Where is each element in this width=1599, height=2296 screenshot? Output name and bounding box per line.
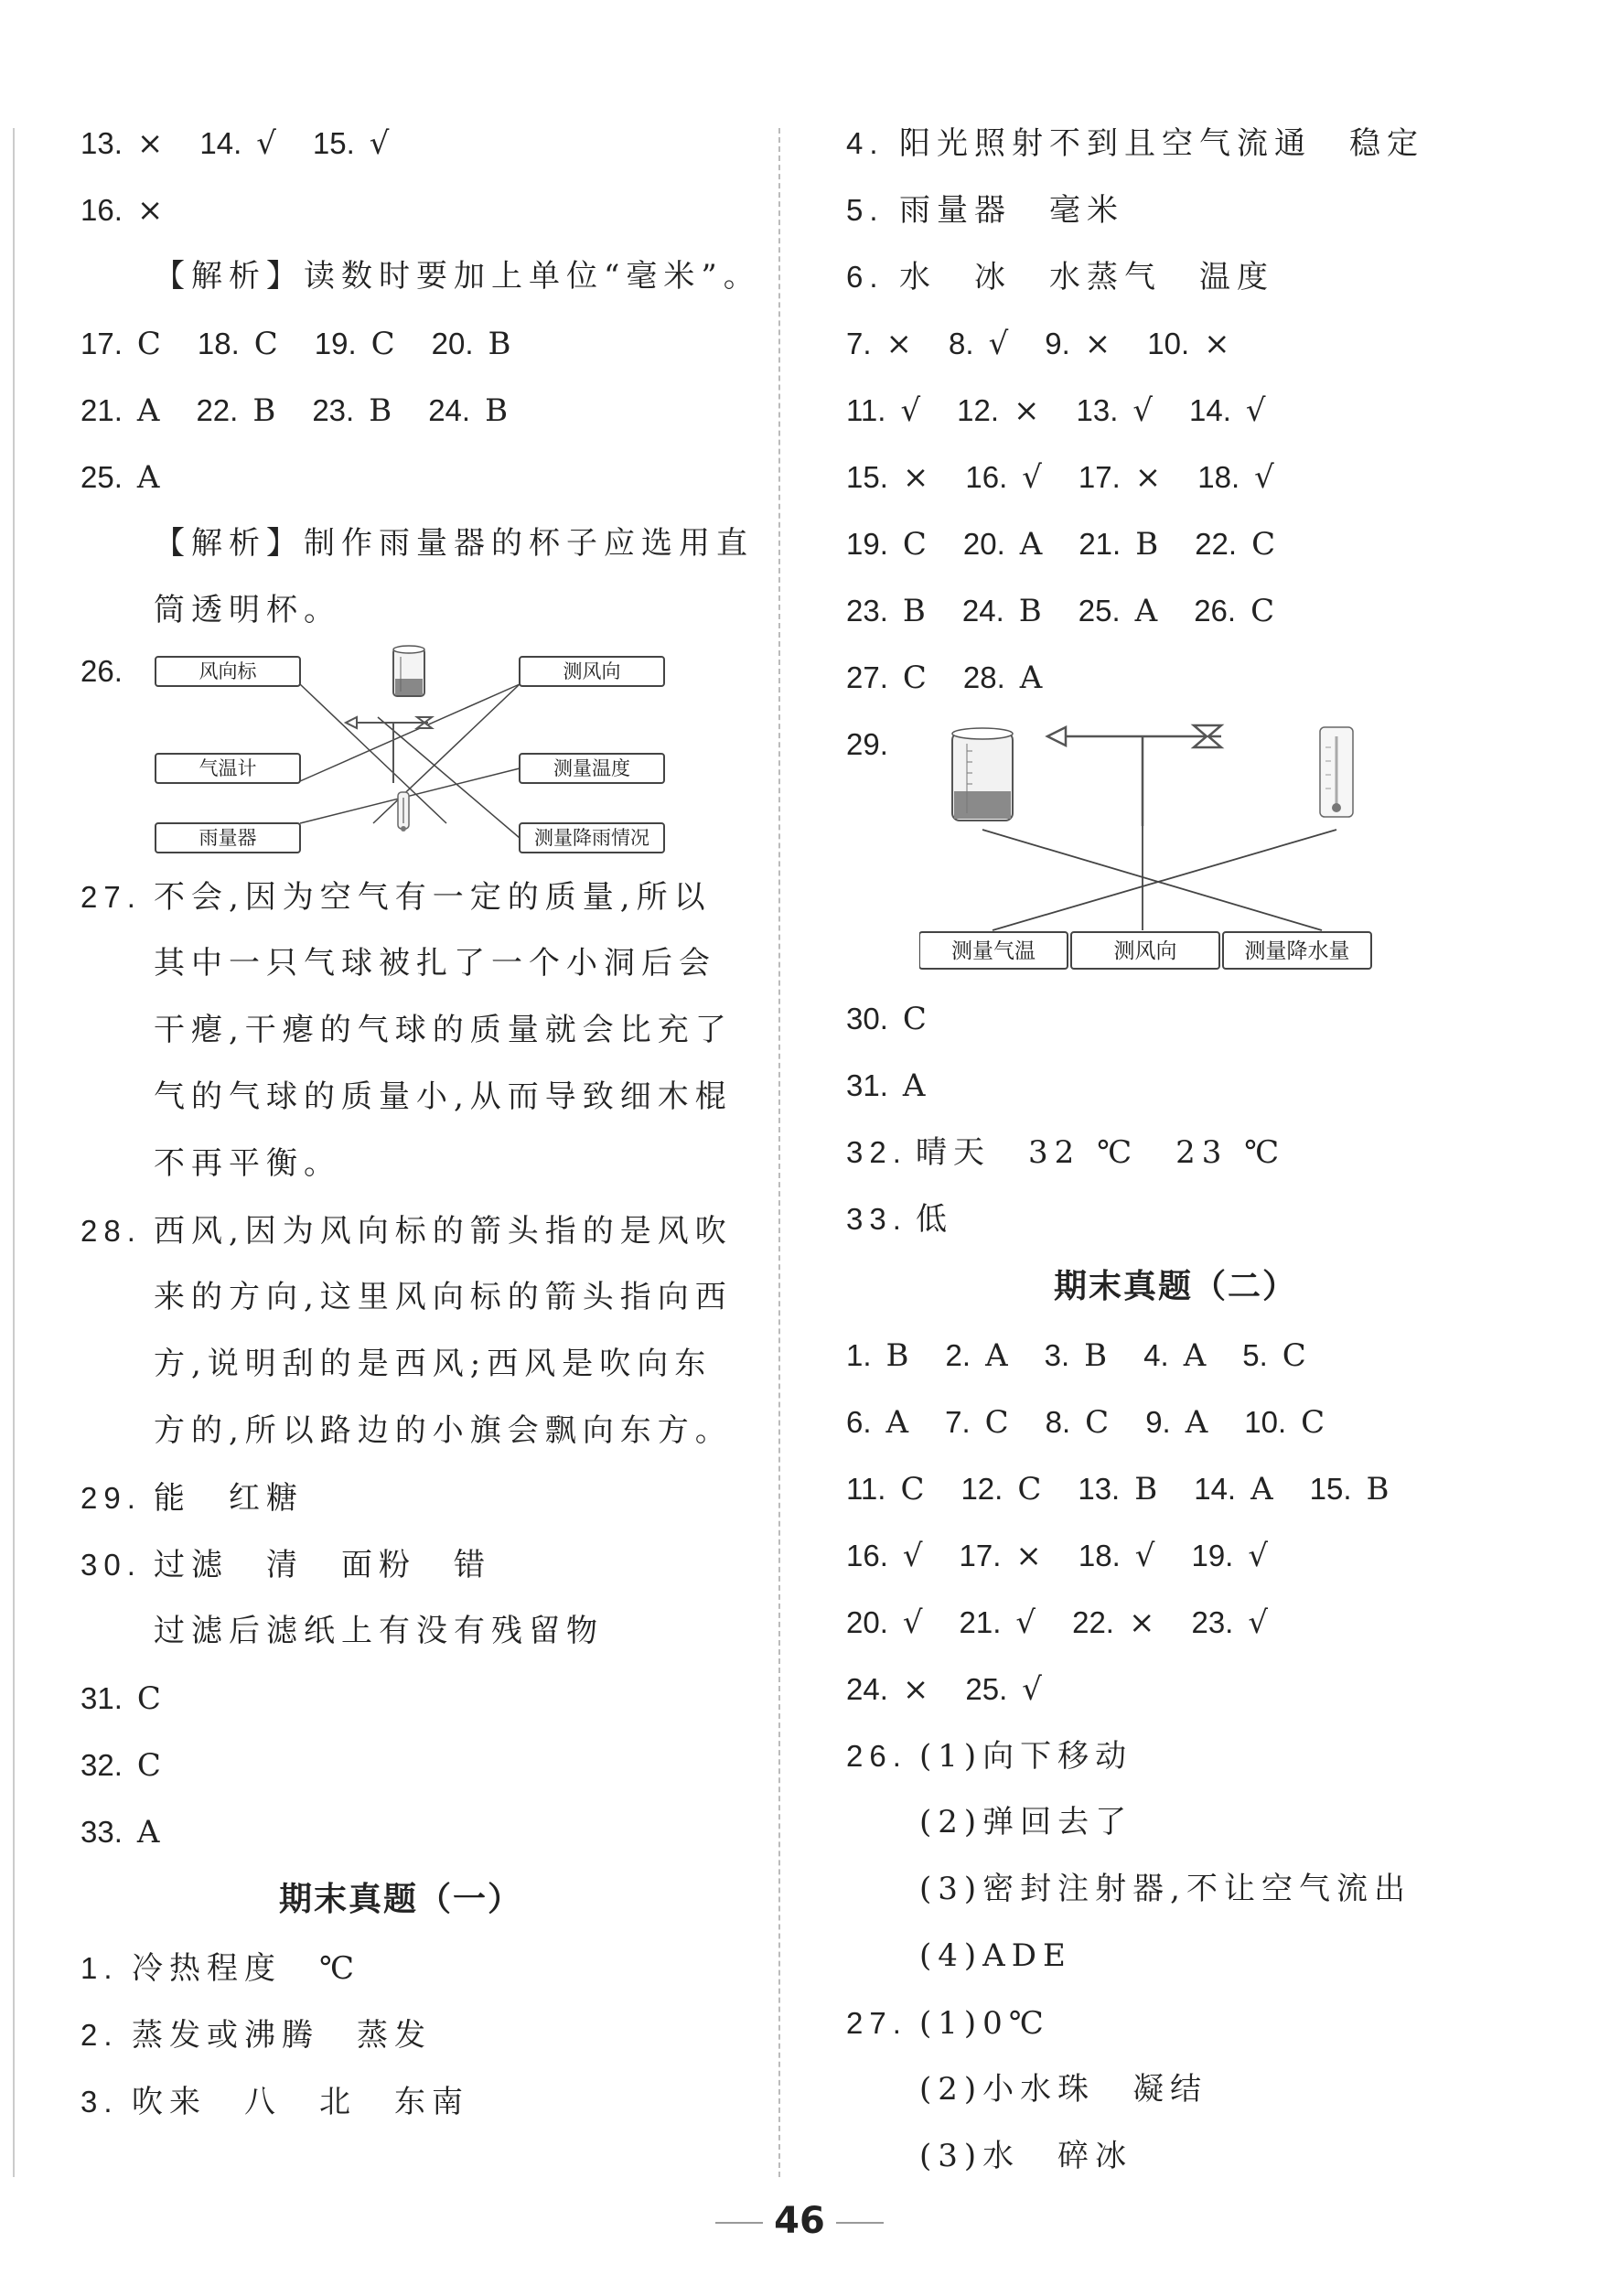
wind-vane-icon <box>1047 725 1221 826</box>
answer-value: × <box>1015 1538 1044 1574</box>
answer-text: 吹来 八 北 东南 <box>132 2084 469 2120</box>
exam2-q27-line: (2)小水珠 凝结 <box>919 2071 1208 2108</box>
question-number: 1. <box>80 1951 119 1985</box>
question-number: 15. <box>1309 1472 1352 1506</box>
answer-value: C <box>1251 526 1278 563</box>
question-number: 24. <box>961 594 1004 628</box>
answer-value: B <box>1134 1471 1160 1507</box>
question-number: 24. <box>846 1672 888 1706</box>
answer-row <box>80 377 721 444</box>
answer-text: 阳光照射不到且空气流通 稳定 <box>899 125 1424 162</box>
label-measure-wind: 测风向 <box>1113 939 1177 963</box>
answer-text: 低 <box>916 1201 953 1238</box>
answer-text: (1)向下移动 <box>919 1738 1133 1775</box>
answer-value: B <box>488 326 513 362</box>
label-measure-temp: 测量温度 <box>553 757 630 779</box>
label-wind-vane: 风向标 <box>199 660 257 682</box>
answer-text: 能 红糖 <box>154 1480 304 1517</box>
answer-value: C <box>1282 1337 1308 1374</box>
answer-value: B <box>1135 526 1161 563</box>
answer-value: B <box>252 392 278 429</box>
answer-value: √ <box>988 326 1011 362</box>
question-number: 26. <box>1194 594 1237 628</box>
exam1-q6 <box>846 243 1505 310</box>
question-number: 12. <box>960 1472 1003 1506</box>
answer-row <box>846 1322 1505 1389</box>
question-number: 3. <box>80 2085 119 2119</box>
question-number: 19. <box>314 327 357 360</box>
question-number: 21. <box>80 393 123 427</box>
exam2-q27-line1 <box>846 1990 1505 2056</box>
answer-text: 蒸发或沸腾 蒸发 <box>132 2017 432 2054</box>
question-number: 29. <box>80 1481 142 1515</box>
answer-value: √ <box>1248 1538 1271 1574</box>
analysis-note: 【解析】读数时要加上单位“毫米”。 <box>154 258 761 295</box>
answer-text: 雨量器 毫米 <box>899 192 1124 229</box>
page-number-dash-right <box>836 2222 884 2224</box>
answer-value: B <box>1366 1471 1391 1507</box>
question-number: 5. <box>1242 1338 1268 1372</box>
exam1-q3 <box>80 2068 721 2135</box>
question-number: 12. <box>957 393 999 427</box>
section-heading: 期末真题（二） <box>1053 1268 1297 1305</box>
answer-value: √ <box>1022 459 1044 496</box>
answer-value: C <box>1250 593 1277 629</box>
question-number: 13. <box>1078 1472 1121 1506</box>
question-number: 9. <box>1045 327 1070 360</box>
answer-value: C <box>900 1471 927 1507</box>
q27-answer-line1 <box>80 864 721 930</box>
answer-value: B <box>885 1337 911 1374</box>
question-number: 17. <box>80 327 123 360</box>
question-number: 20. <box>846 1605 888 1639</box>
q26-diagram-svg <box>154 644 739 864</box>
question-number: 21. <box>959 1605 1002 1639</box>
answer-value: √ <box>256 125 278 162</box>
page-number-text: 46 <box>774 2200 825 2242</box>
question-number: 2. <box>80 2018 119 2052</box>
label-measure-rain: 测量降雨情况 <box>534 827 649 849</box>
answer-value: √ <box>1132 392 1155 429</box>
question-number: 5. <box>846 193 885 227</box>
column-divider <box>778 128 780 2177</box>
question-number: 16. <box>846 1539 888 1572</box>
answer-text: 过滤 清 面粉 错 <box>154 1547 491 1583</box>
question-number: 14. <box>1189 393 1231 427</box>
answer-row <box>846 444 1505 510</box>
question-number: 15. <box>846 460 888 494</box>
page-number-dash-left <box>715 2222 763 2224</box>
analysis-note-cont: 筒透明杯。 <box>154 592 341 628</box>
question-number: 8. <box>1045 1405 1071 1439</box>
answer-row <box>80 1665 721 1732</box>
answer-row <box>846 644 1505 711</box>
question-number: 20. <box>431 327 474 360</box>
answer-row <box>846 1455 1505 1522</box>
answer-row <box>80 310 721 377</box>
answer-text: 不会,因为空气有一定的质量,所以 <box>154 879 712 916</box>
answer-value: × <box>902 1671 931 1708</box>
question-number: 33. <box>80 1815 123 1849</box>
thermometer-icon <box>398 792 409 831</box>
label-measure-wind: 测风向 <box>563 660 621 682</box>
question-number: 11. <box>846 393 886 427</box>
question-number: 29. <box>846 727 888 761</box>
answer-row <box>80 444 721 510</box>
answer-row <box>846 1656 1505 1722</box>
exam2-q26-line: (2)弹回去了 <box>919 1804 1133 1840</box>
question-number: 15. <box>312 126 355 160</box>
exam1-q33 <box>846 1186 1505 1252</box>
answer-row <box>80 1732 721 1798</box>
answer-value: A <box>985 1337 1010 1374</box>
left-margin-rule <box>13 128 15 2177</box>
answer-value: A <box>136 392 162 429</box>
question-number: 18. <box>197 327 240 360</box>
answer-value: B <box>902 593 928 629</box>
thermometer-icon <box>1320 727 1353 817</box>
answer-value: C <box>1017 1471 1044 1507</box>
answer-value: √ <box>900 392 923 429</box>
question-number: 19. <box>846 527 888 561</box>
question-number: 33. <box>846 1202 907 1236</box>
question-number: 25. <box>965 1672 1008 1706</box>
question-number: 23. <box>312 393 355 427</box>
answer-value: C <box>136 1680 163 1717</box>
exam2-q26-line1 <box>846 1722 1505 1789</box>
answer-value: × <box>1128 1604 1157 1641</box>
question-number: 26. <box>846 1739 907 1773</box>
question-number: 14. <box>1194 1472 1237 1506</box>
answer-text: 西风,因为风向标的箭头指的是风吹 <box>154 1213 733 1250</box>
question-number: 28. <box>80 1214 142 1248</box>
answer-row <box>80 177 721 243</box>
question-number: 22. <box>196 393 239 427</box>
q27-answer-line: 气的气球的质量小,从而导致细木棍 <box>154 1078 733 1115</box>
answer-value: C <box>370 326 397 362</box>
q29-diagram-svg <box>919 711 1468 985</box>
answer-value: C <box>1301 1404 1327 1441</box>
answer-value: × <box>902 459 931 496</box>
answer-value: B <box>1018 593 1044 629</box>
answer-row <box>846 985 1505 1052</box>
question-number: 27. <box>80 880 142 914</box>
answer-text: 水 冰 水蒸气 温度 <box>899 259 1274 295</box>
answer-value: √ <box>902 1538 925 1574</box>
question-number: 7. <box>846 327 872 360</box>
question-number: 17. <box>1078 460 1121 494</box>
label-rain-gauge: 雨量器 <box>199 827 257 849</box>
rain-gauge-icon <box>393 646 424 696</box>
answer-value: √ <box>1248 1604 1271 1641</box>
answer-value: √ <box>1015 1604 1038 1641</box>
q26-matching-diagram <box>80 644 721 864</box>
answer-value: A <box>1185 1404 1210 1441</box>
answer-value: C <box>902 1001 928 1037</box>
answer-row <box>846 510 1505 577</box>
answer-value: A <box>136 459 162 496</box>
question-number: 22. <box>1195 527 1238 561</box>
question-number: 11. <box>846 1472 886 1506</box>
exam1-q32 <box>846 1119 1505 1186</box>
answer-value: × <box>1134 459 1164 496</box>
question-number: 20. <box>962 527 1005 561</box>
answer-row <box>846 1522 1505 1589</box>
answer-value: B <box>369 392 394 429</box>
question-number: 30. <box>846 1002 888 1035</box>
question-number: 16. <box>965 460 1008 494</box>
exam1-q1 <box>80 1935 721 2001</box>
question-number: 27. <box>846 660 888 694</box>
answer-text: 冷热程度 ℃ <box>132 1950 361 1987</box>
question-number: 23. <box>1191 1605 1234 1639</box>
q28-answer-line: 方,说明刮的是西风;西风是吹向东 <box>154 1346 713 1382</box>
question-number: 10. <box>1244 1405 1287 1439</box>
question-number: 18. <box>1197 460 1240 494</box>
question-number: 16. <box>80 193 123 227</box>
answer-value: B <box>1084 1337 1110 1374</box>
question-number: 31. <box>846 1068 888 1102</box>
answer-value: A <box>885 1404 911 1441</box>
question-number: 4. <box>1143 1338 1169 1372</box>
answer-value: √ <box>902 1604 925 1641</box>
answer-value: × <box>885 326 915 362</box>
answer-value: C <box>253 326 280 362</box>
q30-answer <box>80 1531 721 1598</box>
q29-matching-diagram <box>846 711 1505 985</box>
answer-value: × <box>1084 326 1113 362</box>
question-number: 32. <box>80 1748 123 1782</box>
answer-value: A <box>136 1814 162 1851</box>
q30-answer-line2: 过滤后滤纸上有没有残留物 <box>154 1613 604 1649</box>
answer-value: × <box>1204 326 1232 362</box>
exam1-q4 <box>846 110 1505 177</box>
question-number: 22. <box>1072 1605 1114 1639</box>
right-column <box>846 110 1505 2190</box>
label-measure-temperature: 测量气温 <box>951 939 1036 963</box>
question-number: 17. <box>959 1539 1002 1572</box>
q27-answer-line: 不再平衡。 <box>154 1145 341 1182</box>
question-number: 9. <box>1145 1405 1171 1439</box>
answer-value: B <box>485 392 510 429</box>
answer-value: A <box>1183 1337 1208 1374</box>
question-number: 25. <box>1078 594 1121 628</box>
question-number: 6. <box>846 260 885 294</box>
answer-value: C <box>136 1747 163 1784</box>
answer-row <box>80 110 721 177</box>
answer-text: (1)0℃ <box>919 2005 1050 2042</box>
question-number: 13. <box>80 126 123 160</box>
section-heading: 期末真题（一） <box>278 1881 522 1918</box>
question-number: 2. <box>945 1338 971 1372</box>
answer-value: √ <box>1254 459 1276 496</box>
answer-value: √ <box>1022 1671 1044 1708</box>
left-column <box>80 110 761 2135</box>
question-number: 3. <box>1044 1338 1070 1372</box>
q27-answer-line: 干瘪,干瘪的气球的质量就会比充了 <box>154 1012 733 1048</box>
q28-answer-line: 方的,所以路边的小旗会飘向东方。 <box>154 1412 733 1449</box>
question-number: 14. <box>199 126 242 160</box>
answer-value: A <box>1019 660 1045 696</box>
analysis-note: 【解析】制作雨量器的杯子应选用直 <box>154 525 754 562</box>
q27-answer-line: 其中一只气球被扎了一个小洞后会 <box>154 945 716 982</box>
answer-row <box>846 1052 1505 1119</box>
question-number: 18. <box>1078 1539 1121 1572</box>
answer-row <box>846 1389 1505 1455</box>
answer-value: A <box>1250 1471 1275 1507</box>
question-number: 27. <box>846 2006 907 2040</box>
label-measure-precip: 测量降水量 <box>1244 939 1350 963</box>
exam2-q26-line: (3)密封注射器,不让空气流出 <box>919 1871 1411 1907</box>
exam1-q5 <box>846 177 1505 243</box>
answer-value: C <box>902 660 928 696</box>
answer-row <box>846 1589 1505 1656</box>
q28-answer-line: 来的方向,这里风向标的箭头指向西 <box>154 1279 733 1315</box>
question-number: 31. <box>80 1681 123 1715</box>
question-number: 1. <box>846 1338 872 1372</box>
connection-lines <box>982 826 1336 930</box>
question-number: 19. <box>1191 1539 1234 1572</box>
answer-value: A <box>1019 526 1045 563</box>
label-thermometer: 气温计 <box>199 757 257 779</box>
question-number: 7. <box>945 1405 971 1439</box>
answer-value: A <box>902 1068 928 1104</box>
answer-value: A <box>1134 593 1160 629</box>
answer-row <box>846 377 1505 444</box>
question-number: 28. <box>962 660 1005 694</box>
answer-text: 晴天 32 ℃ 23 ℃ <box>916 1134 1286 1171</box>
question-number: 4. <box>846 126 885 160</box>
connection-lines <box>300 684 520 838</box>
question-number: 26. <box>80 654 123 688</box>
question-number: 30. <box>80 1548 142 1582</box>
q28-answer-line1 <box>80 1197 733 1264</box>
answer-value: × <box>136 125 166 162</box>
rain-gauge-icon <box>952 728 1013 821</box>
answer-value: × <box>1013 392 1042 429</box>
question-number: 8. <box>949 327 974 360</box>
answer-row <box>846 310 1505 377</box>
question-number: 21. <box>1079 527 1121 561</box>
exam2-q27-line: (3)水 碎冰 <box>919 2138 1133 2174</box>
question-number: 13. <box>1076 393 1119 427</box>
question-number: 10. <box>1147 327 1190 360</box>
question-number: 23. <box>846 594 888 628</box>
answer-value: C <box>1085 1404 1111 1441</box>
answer-value: √ <box>1134 1538 1157 1574</box>
question-number: 25. <box>80 460 123 494</box>
answer-row <box>846 577 1505 644</box>
answer-value: √ <box>369 125 392 162</box>
answer-value: C <box>136 326 163 362</box>
question-number: 6. <box>846 1405 872 1439</box>
answer-value: C <box>984 1404 1011 1441</box>
exam1-q2 <box>80 2001 721 2068</box>
q29-answer <box>80 1465 721 1531</box>
answer-value: × <box>136 192 166 229</box>
question-number: 24. <box>428 393 471 427</box>
answer-row <box>80 1798 721 1865</box>
answer-value: √ <box>1245 392 1268 429</box>
question-number: 32. <box>846 1135 907 1169</box>
exam2-q26-line: (4)ADE <box>919 1937 1072 1974</box>
answer-value: C <box>902 526 928 563</box>
page-number <box>0 2200 1599 2242</box>
